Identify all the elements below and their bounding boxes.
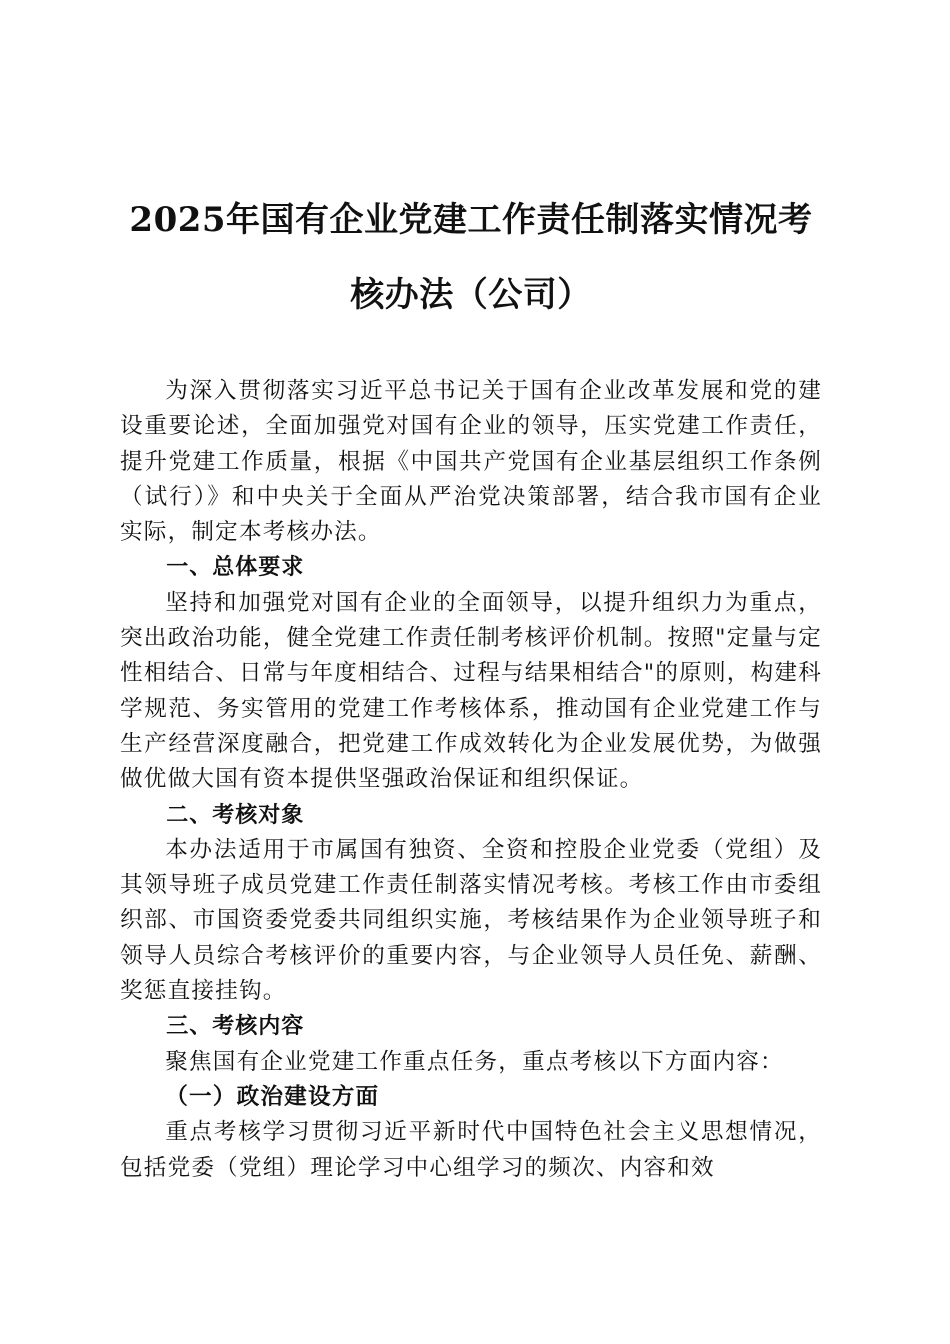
section-heading-assessment-content: 三、考核内容 <box>166 1014 305 1040</box>
section-paragraph-general-requirements: 坚持和加强党对国有企业的全面领导，以提升组织力为重点，突出政治功能，健全党建工作责任制考核评价机制。按照"定量与定性相结合、日常与年度相结合、过程与结果相结合"的原则，构建科学规范、务实管用的党建工作考核体系，推动国有企业党建工作与生产经营深度融合，把党建工作成效转化为企业发展优势，为做强做优做大国有资本提供坚强政治保证和组织保证。 <box>120 589 822 793</box>
document-title-line-2: 核办法（公司） <box>350 275 592 315</box>
subsection-paragraph-political-building: 重点考核学习贯彻习近平新时代中国特色社会主义思想情况，包括党委（党组）理论学习中心组学习的频次、内容和效 <box>120 1119 822 1181</box>
document-title <box>120 183 822 333</box>
subsection-heading-political-building: （一）政治建设方面 <box>165 1083 380 1110</box>
document-title-line-1: 2025年国有企业党建工作责任制落实情况考 <box>129 200 813 240</box>
intro-paragraph: 为深入贯彻落实习近平总书记关于国有企业改革发展和党的建设重要论述，全面加强党对国有企业的领导，压实党建工作责任，提升党建工作质量，根据《中国共产党国有企业基层组织工作条例（试行）》和中央关于全面从严治党决策部署，结合我市国有企业实际，制定本考核办法。 <box>120 378 822 546</box>
section-heading-assessment-targets: 二、考核对象 <box>166 802 305 828</box>
section-paragraph-assessment-targets: 本办法适用于市属国有独资、全资和控股企业党委（党组）及其领导班子成员党建工作责任制落实情况考核。考核工作由市委组织部、市国资委党委共同组织实施，考核结果作为企业领导班子和领导人员综合考核评价的重要内容，与企业领导人员任免、薪酬、奖惩直接挂钩。 <box>120 836 822 1005</box>
section-heading-general-requirements: 一、总体要求 <box>166 555 305 581</box>
document-body <box>120 374 822 1186</box>
section-paragraph-assessment-content: 聚焦国有企业党建工作重点任务，重点考核以下方面内容： <box>165 1048 784 1075</box>
